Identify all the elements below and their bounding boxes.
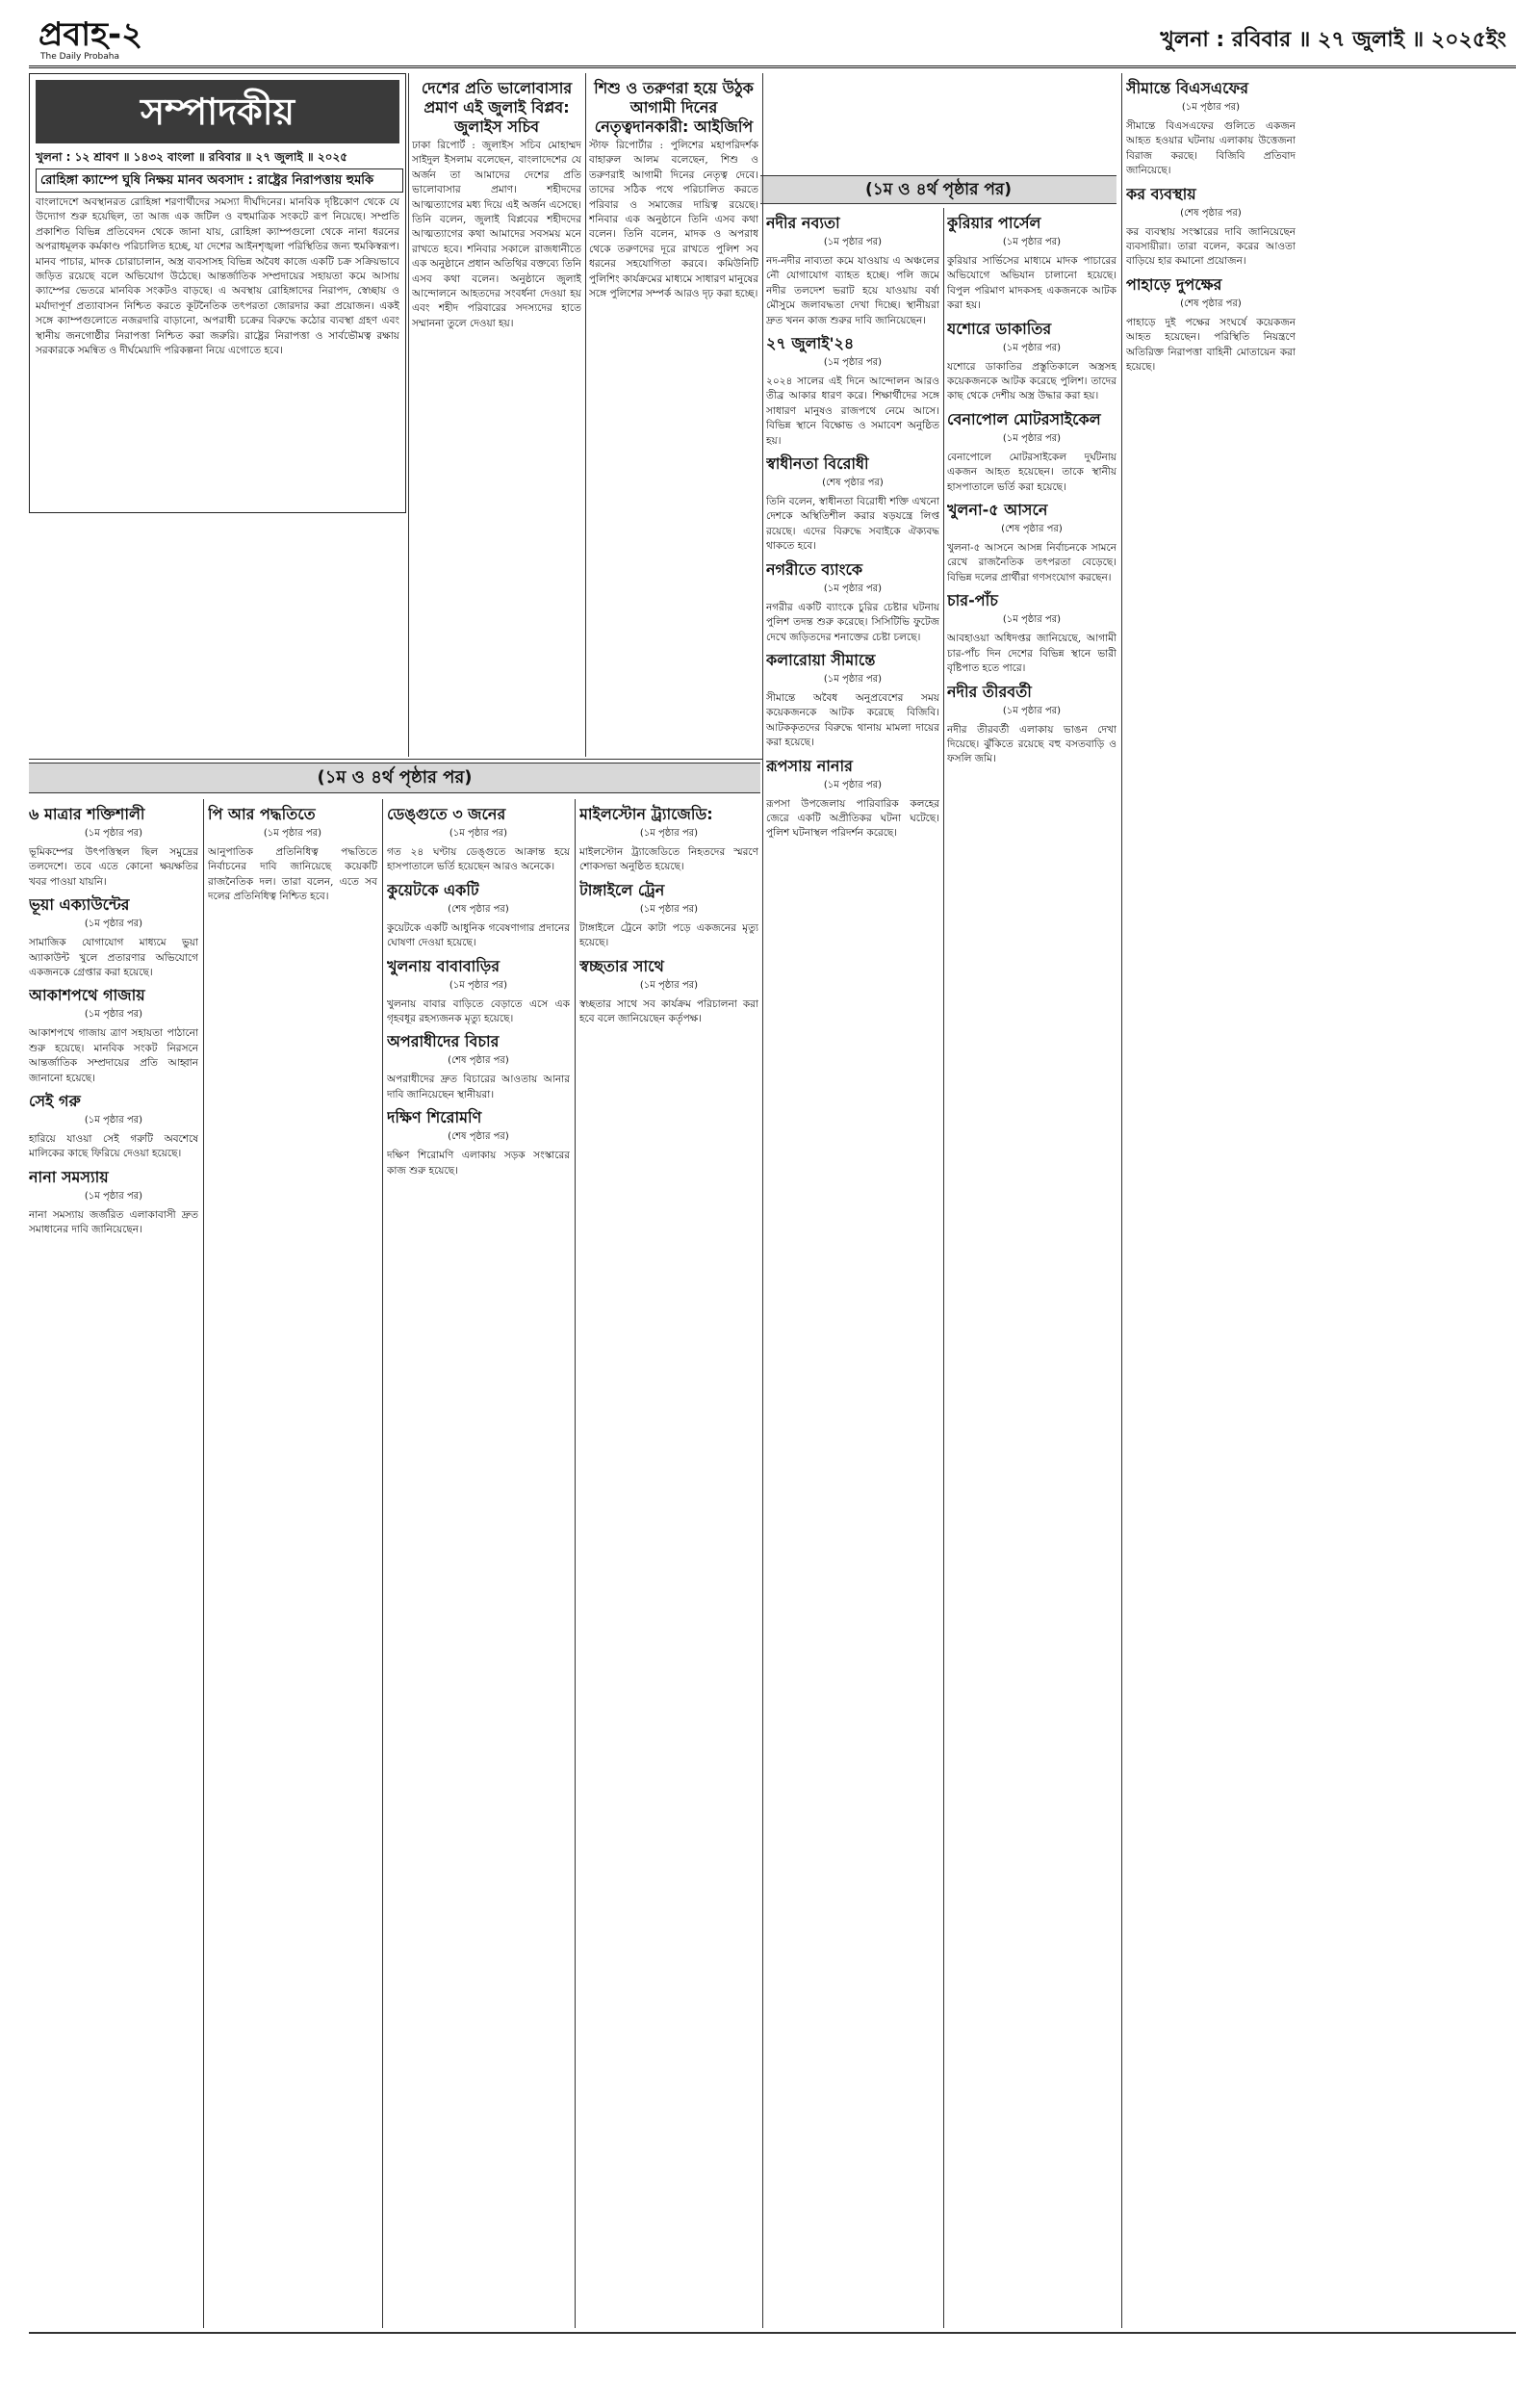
- continuation-banner-right: (১ম ও ৪র্থ পৃষ্ঠার পর): [760, 175, 1116, 204]
- article-body: কুরিয়ার সার্ভিসের মাধ্যমে মাদক পাচারের অভিযোগে অভিযান চালানো হয়েছে। বিপুল পরিমাণ মাদকসহ একজনকে আটক করা হয়।: [947, 255, 1116, 312]
- article-headline: খুলনায় বাবাবাড়ির: [387, 956, 500, 975]
- column-2: [589, 73, 758, 757]
- article-continuation-note: (শেষ পৃষ্ঠার পর): [1180, 298, 1242, 309]
- article-body: ২০২৪ সালের এই দিনে আন্দোলন আরও তীব্র আকার ধারণ করে। শিক্ষার্থীদের সঙ্গে সাধারণ মানুষও রাজপথে নেমে আসে। বিভিন্ন স্থানে বিক্ষোভ ও সমাবেশ অনুষ্ঠিত হয়।: [766, 375, 939, 447]
- article-continuation-note: (১ম পৃষ্ঠার পর): [84, 828, 143, 839]
- article-headline: বেনাপোল মোটরসাইকেল: [947, 409, 1101, 428]
- article-headline: কর ব্যবস্থায়: [1126, 184, 1196, 203]
- article-body: সীমান্তে অবৈধ অনুপ্রবেশের সময় কয়েকজনকে আটক করেছে বিজিবি। আটককৃতদের বিরুদ্ধে থানায় মামলা দায়ের করা হয়েছে।: [766, 691, 939, 749]
- column-divider: [943, 208, 944, 2328]
- article-body: কর ব্যবস্থায় সংস্কারের দাবি জানিয়েছেন ব্যবসায়ীরা। তারা বলেন, করের আওতা বাড়িয়ে হার কমানো প্রয়োজন।: [1126, 225, 1296, 268]
- column-9: [579, 799, 758, 2326]
- article-headline: কুরিয়ার পার্সেল: [947, 214, 1041, 232]
- article-headline: পি আর পদ্ধতিতে: [208, 805, 316, 823]
- article-headline: চার-পাঁচ: [947, 591, 998, 610]
- article-headline: নানা সমস্যায়: [29, 1167, 109, 1186]
- article-headline: খুলনা-৫ আসনে: [947, 501, 1048, 520]
- article-body: নদ-নদীর নাব্যতা কমে যাওয়ায় এ অঞ্চলের নৌ যোগাযোগ ব্যাহত হচ্ছে। পলি জমে নদীর তলদেশ ভরাট হয়ে যাওয়ায় বর্ষা মৌসুমে জলাবদ্ধতা দেখা দিচ্ছে। স্থানীয়রা দ্রুত খনন কাজ শুরুর দাবি জানিয়েছেন।: [766, 255, 939, 326]
- column-divider: [382, 799, 383, 2328]
- article-continuation-note: (১ম পৃষ্ঠার পর): [84, 919, 143, 930]
- article-continuation-note: (শেষ পৃষ্ঠার পর): [822, 478, 884, 489]
- article-body: টাঙ্গাইলে ট্রেনে কাটা পড়ে একজনের মৃত্যু হয়েছে।: [579, 921, 758, 949]
- article-body: দক্ষিণ শিরোমণি এলাকায় সড়ক সংস্কারের কাজ শুরু হয়েছে।: [387, 1150, 570, 1177]
- column-8: [387, 799, 570, 2326]
- article-continuation-note: (১ম পৃষ্ঠার পর): [263, 828, 322, 839]
- column-divider: [585, 73, 586, 757]
- newspaper-page: [29, 10, 1516, 2340]
- article-body: স্টাফ রিপোর্টার : পুলিশের মহাপরিদর্শক বাহারুল আলম বলেছেন, শিশু ও তরুণরাই আগামী দিনের নেতৃত্ব দেবে। তাদের সঠিক পথে পরিচালিত করতে পরিবার ও সমাজের দায়িত্ব রয়েছে। শনিবার এক অনুষ্ঠানে তিনি এসব কথা বলেন। তিনি বলেন, মাদক ও অপরাধ থেকে তরুণদের দূরে রাখতে পুলিশ সব ধরনের সহযোগিতা করবে। কমিউনিটি পুলিশিং কার্যক্রমের মাধ্যমে সাধারণ মানুষের সঙ্গে পুলিশের সম্পর্ক আরও দৃঢ় করা হচ্ছে।: [589, 140, 758, 300]
- editorial-body: [36, 195, 399, 505]
- article-body: পাহাড়ে দুই পক্ষের সংঘর্ষে কয়েকজন আহত হয়েছেন। পরিস্থিতি নিয়ন্ত্রণে অতিরিক্ত নিরাপত্তা বাহিনী মোতায়েন করা হয়েছে।: [1126, 316, 1296, 374]
- continuation-banner-left: (১ম ও ৪র্থ পৃষ্ঠার পর): [29, 763, 760, 793]
- article-headline: কুয়েটকে একটি: [387, 880, 479, 899]
- editorial-box: [29, 73, 406, 513]
- article-continuation-note: (১ম পৃষ্ঠার পর): [823, 673, 883, 685]
- article-continuation-note: (১ম পৃষ্ঠার পর): [1181, 102, 1241, 113]
- article-body: যশোরে ডাকাতির প্রস্তুতিকালে অস্ত্রসহ কয়েকজনকে আটক করেছে পুলিশ। তাদের কাছ থেকে দেশীয় অস্ত্র উদ্ধার করা হয়।: [947, 360, 1116, 402]
- article-headline: রূপসায় নানার: [766, 756, 853, 775]
- article-headline: অপরাধীদের বিচার: [387, 1032, 500, 1051]
- article-continuation-note: (১ম পৃষ্ঠার পর): [823, 779, 883, 790]
- article-headline: নদীর নব্যতা: [766, 214, 840, 232]
- article-continuation-note: (শেষ পৃষ্ঠার পর): [448, 903, 509, 915]
- article-continuation-note: (১ম পৃষ্ঠার পর): [84, 1115, 143, 1126]
- article-continuation-note: (১ম পৃষ্ঠার পর): [823, 357, 883, 369]
- article-body: হারিয়ে যাওয়া সেই গরুটি অবশেষে মালিকের কাছে ফিরিয়ে দেওয়া হয়েছে।: [29, 1133, 198, 1160]
- article-body: আবহাওয়া অধিদপ্তর জানিয়েছে, আগামী চার-পাঁচ দিন দেশের বিভিন্ন স্থানে ভারী বৃষ্টিপাত হতে পারে।: [947, 633, 1116, 675]
- article-headline: যশোরে ডাকাতির: [947, 319, 1052, 338]
- article-headline: সেই গরু: [29, 1092, 81, 1111]
- column-3: [766, 208, 939, 2326]
- editorial-headline: রোহিঙ্গা ক্যাম্পে ঘুষি নিক্ষয় মানব অবসাদ : রাষ্ট্রের নিরাপত্তায় হুমকি: [36, 168, 403, 193]
- article-continuation-note: (১ম পৃষ্ঠার পর): [1002, 705, 1062, 716]
- article-headline: স্বচ্ছতার সাথে: [579, 956, 664, 975]
- newspaper-logo: প্রবাহ-২: [38, 15, 143, 54]
- article-headline: কলারোয়া সীমান্তে: [766, 650, 876, 669]
- article-continuation-note: (শেষ পৃষ্ঠার পর): [1180, 207, 1242, 219]
- article-headline: মাইলস্টোন ট্র্যাজেডি:: [579, 805, 713, 823]
- column-7: [208, 799, 377, 2326]
- column-6: [29, 799, 198, 2326]
- article-body: নগরীর একটি ব্যাংকে চুরির চেষ্টার ঘটনায় পুলিশ তদন্ত শুরু করেছে। সিসিটিভি ফুটেজ দেখে জড়িতদের শনাক্তের চেষ্টা চলছে।: [766, 601, 939, 643]
- article-body: তিনি বলেন, স্বাধীনতা বিরোধী শক্তি এখনো দেশকে অস্থিতিশীল করার ষড়যন্ত্রে লিপ্ত রয়েছে। এদের বিরুদ্ধে সবাইকে ঐক্যবদ্ধ থাকতে হবে।: [766, 496, 939, 553]
- article-headline: আকাশপথে গাজায়: [29, 986, 145, 1005]
- article-headline: নগরীতে ব্যাংকে: [766, 559, 863, 579]
- article-body: নানা সমস্যায় জর্জরিত এলাকাবাসী দ্রুত সমাধানের দাবি জানিয়েছেন।: [29, 1208, 198, 1236]
- article-body: অপরাধীদের দ্রুত বিচারের আওতায় আনার দাবি জানিয়েছেন স্থানীয়রা।: [387, 1074, 570, 1100]
- page-dateline: খুলনা : রবিবার ॥ ২৭ জুলাই ॥ ২০২৫ইং: [1160, 28, 1506, 52]
- column-divider: [1121, 73, 1122, 2328]
- article-body: ভূমিকম্পের উৎপত্তিস্থল ছিল সমুদ্রের তলদেশে। তবে এতে কোনো ক্ষয়ক্ষতির খবর পাওয়া যায়নি।: [29, 846, 198, 888]
- article-continuation-note: (১ম পৃষ্ঠার পর): [84, 1009, 143, 1021]
- article-body: আনুপাতিক প্রতিনিধিত্ব পদ্ধতিতে নির্বাচনের দাবি জানিয়েছে কয়েকটি রাজনৈতিক দল। তারা বলেন, এতে সব দলের প্রতিনিধিত্ব নিশ্চিত হবে।: [208, 846, 377, 903]
- article-headline: দেশের প্রতি ভালোবাসার প্রমাণ এই জুলাই বিপ্লব: জুলাইস সচিব: [421, 79, 573, 136]
- article-continuation-note: (১ম পৃষ্ঠার পর): [639, 979, 699, 991]
- column-divider: [762, 73, 763, 2328]
- article-body: মাইলস্টোন ট্র্যাজেডিতে নিহতদের স্মরণে শোকসভা অনুষ্ঠিত হয়েছে।: [579, 846, 758, 873]
- article-continuation-note: (১ম পৃষ্ঠার পর): [1002, 237, 1062, 247]
- article-body: নদীর তীরবর্তী এলাকায় ভাঙন দেখা দিয়েছে। ঝুঁকিতে রয়েছে বহু বসতবাড়ি ও ফসলি জমি।: [947, 723, 1116, 765]
- masthead: [29, 10, 1516, 68]
- column-5: [1126, 73, 1296, 2326]
- section-divider: [29, 759, 762, 760]
- article-headline: স্বাধীনতা বিরোধী: [766, 454, 869, 474]
- article-headline: ডেঙ্গুতে ৩ জনের: [387, 805, 506, 823]
- article-body: কুয়েটকে একটি আধুনিক গবেষণাগার প্রদানের ঘোষণা দেওয়া হয়েছে।: [387, 921, 570, 949]
- editorial-date: খুলনা : ১২ শ্রাবণ ॥ ১৪৩২ বাংলা ॥ রবিবার ॥ ২৭ জুলাই ॥ ২০২৫: [36, 150, 348, 164]
- article-continuation-note: (১ম পৃষ্ঠার পর): [84, 1190, 143, 1202]
- article-continuation-note: (১ম পৃষ্ঠার পর): [823, 582, 883, 594]
- article-body: খুলনা-৫ আসনে আসন্ন নির্বাচনকে সামনে রেখে রাজনৈতিক তৎপরতা বেড়েছে। বিভিন্ন দলের প্রার্থীরা গণসংযোগ করছেন।: [947, 542, 1116, 583]
- article-headline: শিশু ও তরুণরা হয়ে উঠুক আগামী দিনের নেতৃত্বদানকারী: আইজিপি: [594, 79, 754, 136]
- article-continuation-note: (১ম পৃষ্ঠার পর): [1002, 614, 1062, 626]
- article-continuation-note: (১ম পৃষ্ঠার পর): [639, 903, 699, 915]
- article-headline: দক্ষিণ শিরোমণি: [387, 1108, 482, 1127]
- editorial-body-text: বাংলাদেশে অবস্থানরত রোহিঙ্গা শরণার্থীদের সমস্যা দীর্ঘদিনের। মানবিক দৃষ্টিকোণ থেকে যে উদ্যোগ শুরু হয়েছিল, তা আজ এক জটিল ও বহুমাত্রিক সংকটে রূপ নিয়েছে। সম্প্রতি প্রকাশিত বিভিন্ন প্রতিবেদন থেকে জানা যায়, রোহিঙ্গা ক্যাম্পগুলো থেকে নানা ধরনের অপরাধমূলক কর্মকাণ্ড পরিচালিত হচ্ছে, যা দেশের আইনশৃঙ্খলা পরিস্থিতির জন্য হুমকিস্বরূপ। মানব পাচার, মাদক চোরাচালান, অস্ত্র ব্যবসাসহ বিভিন্ন অবৈধ কাজে একটি চক্র সক্রিয়ভাবে জড়িত রয়েছে বলে অভিযোগ উঠেছে। আন্তর্জাতিক সম্প্রদায়ের সহায়তা কমে আসায় ক্যাম্পের ভেতরে মানবিক সংকটও বাড়ছে। এ অবস্থায় রোহিঙ্গাদের নিরাপদ, স্বেচ্ছায় ও মর্যাদাপূর্ণ প্রত্যাবাসন নিশ্চিত করতে কূটনৈতিক তৎপরতা জোরদার করা প্রয়োজন। একই সঙ্গে ক্যাম্পগুলোতে নজরদারি বাড়ানো, অপরাধী চক্রের বিরুদ্ধে কঠোর ব্যবস্থা গ্রহণ এবং স্থানীয় জনগোষ্ঠীর নিরাপত্তা নিশ্চিত করা জরুরি। রাষ্ট্রের নিরাপত্তা ও সার্বভৌমত্ব রক্ষায় সরকারকে সমন্বিত ও দীর্ঘমেয়াদি পরিকল্পনা নিয়ে এগোতে হবে।: [36, 196, 399, 357]
- article-continuation-note: (১ম পৃষ্ঠার পর): [639, 828, 699, 839]
- article-continuation-note: (১ম পৃষ্ঠার পর): [1002, 342, 1062, 353]
- article-headline: টাঙ্গাইলে ট্রেন: [579, 880, 665, 899]
- column-divider: [203, 799, 204, 2328]
- editorial-title: সম্পাদকীয়: [36, 80, 399, 143]
- article-body: সামাজিক যোগাযোগ মাধ্যমে ভুয়া অ্যাকাউন্ট খুলে প্রতারণার অভিযোগে একজনকে গ্রেপ্তার করা হয়েছে।: [29, 937, 198, 979]
- article-body: ঢাকা রিপোর্ট : জুলাইস সচিব মোহাম্মদ সাইদুল ইসলাম বলেছেন, বাংলাদেশের যে অর্জন তা আমাদের দেশের প্রতি ভালোবাসার প্রমাণ। শহীদদের আত্মত্যাগের মধ্য দিয়ে এই অর্জন এসেছে। তিনি বলেন, জুলাই বিপ্লবের শহীদদের আত্মত্যাগের কথা আমাদের সবসময় মনে রাখতে হবে। শনিবার সকালে রাজধানীতে এক অনুষ্ঠানে প্রধান অতিথির বক্তব্যে তিনি এসব কথা বলেন। অনুষ্ঠানে জুলাই আন্দোলনে আহতদের সংবর্ধনা দেওয়া হয় এবং শহীদ পরিবারের সদস্যদের হাতে সম্মাননা তুলে দেওয়া হয়।: [412, 140, 581, 329]
- article-continuation-note: (১ম পৃষ্ঠার পর): [449, 979, 508, 991]
- newspaper-logo-subtitle: The Daily Probaha: [40, 52, 119, 62]
- article-body: রূপসা উপজেলায় পারিবারিক কলহের জেরে একটি অপ্রীতিকর ঘটনা ঘটেছে। পুলিশ ঘটনাস্থল পরিদর্শন করেছে।: [766, 797, 939, 840]
- article-body: সীমান্তে বিএসএফের গুলিতে একজন আহত হওয়ার ঘটনায় এলাকায় উত্তেজনা বিরাজ করছে। বিজিবি প্রতিবাদ জানিয়েছে।: [1126, 120, 1296, 177]
- article-continuation-note: (শেষ পৃষ্ঠার পর): [1001, 524, 1063, 535]
- article-body: বেনাপোলে মোটরসাইকেল দুর্ঘটনায় একজন আহত হয়েছেন। তাকে স্থানীয় হাসপাতালে ভর্তি করা হয়েছে।: [947, 451, 1116, 493]
- article-continuation-note: (১ম পৃষ্ঠার পর): [1002, 432, 1062, 444]
- article-body: খুলনায় বাবার বাড়িতে বেড়াতে এসে এক গৃহবধূর রহস্যজনক মৃত্যু হয়েছে।: [387, 997, 570, 1025]
- column-divider: [408, 73, 409, 757]
- article-body: গত ২৪ ঘণ্টায় ডেঙ্গুতে আক্রান্ত হয়ে হাসপাতালে ভর্তি হয়েছেন আরও অনেকে।: [387, 846, 570, 873]
- article-headline: পাহাড়ে দুপক্ষের: [1126, 274, 1222, 294]
- article-continuation-note: (১ম পৃষ্ঠার পর): [449, 828, 508, 839]
- article-continuation-note: (১ম পৃষ্ঠার পর): [823, 237, 883, 247]
- article-headline: ৬ মাত্রার শক্তিশালী: [29, 805, 145, 823]
- column-divider: [575, 799, 576, 2328]
- article-body: স্বচ্ছতার সাথে সব কার্যক্রম পরিচালনা করা হবে বলে জানিয়েছেন কর্তৃপক্ষ।: [579, 997, 758, 1025]
- article-headline: সীমান্তে বিএসএফের: [1126, 79, 1249, 97]
- article-continuation-note: (শেষ পৃষ্ঠার পর): [448, 1055, 509, 1067]
- article-headline: নদীর তীরবর্তী: [947, 682, 1032, 701]
- article-body: আকাশপথে গাজায় ত্রাণ সহায়তা পাঠানো শুরু হয়েছে। মানবিক সংকট নিরসনে আন্তর্জাতিক সম্প্রদায়ের প্রতি আহ্বান জানানো হয়েছে।: [29, 1027, 198, 1084]
- column-1: [412, 73, 581, 757]
- article-headline: ২৭ জুলাই'২৪: [766, 334, 855, 353]
- article-continuation-note: (শেষ পৃষ্ঠার পর): [448, 1131, 509, 1143]
- article-headline: ভূয়া এক্যাউন্টের: [29, 895, 130, 915]
- page-footer-rule: [29, 2332, 1516, 2334]
- column-4: [947, 208, 1116, 2326]
